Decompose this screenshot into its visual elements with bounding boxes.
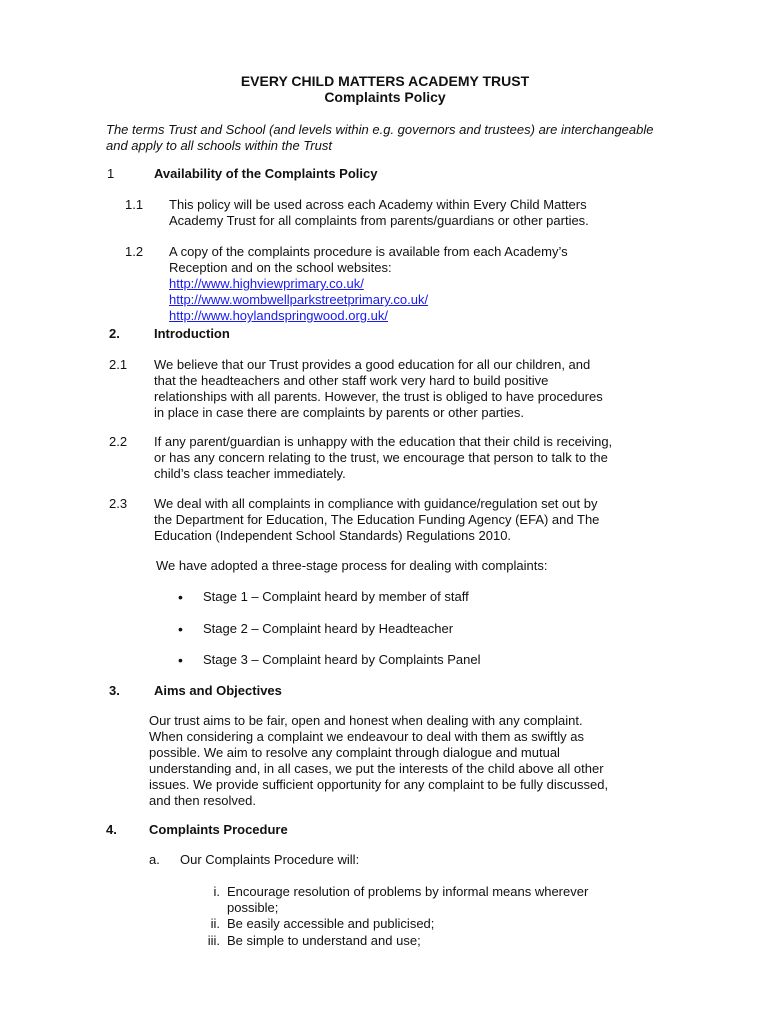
document-title: EVERY CHILD MATTERS ACADEMY TRUST xyxy=(240,73,530,89)
paragraph-number: 2.1 xyxy=(109,357,128,372)
stage-item: Stage 3 – Complaint heard by Complaints Panel xyxy=(203,652,481,667)
subitem-line: Be easily accessible and publicised; xyxy=(227,916,435,931)
roman-numeral: iii. xyxy=(207,933,220,948)
website-link-highview[interactable]: http://www.highviewprimary.co.uk/ xyxy=(169,276,364,291)
paragraph-line: Education (Independent School Standards) Regulations 2010. xyxy=(154,528,512,543)
document-subtitle: Complaints Policy xyxy=(324,89,446,105)
paragraph-line: understanding and, in all cases, we put the interests of the child above all other xyxy=(149,761,604,776)
stage-item: Stage 1 – Complaint heard by member of staff xyxy=(203,589,469,604)
paragraph-line: issues. We provide sufficient opportunity for any complaint to be fully discussed, xyxy=(149,777,609,792)
paragraph-line: Academy Trust for all complaints from parents/guardians or other parties. xyxy=(169,213,589,228)
paragraph-2-1 xyxy=(154,357,603,421)
section-heading: Availability of the Complaints Policy xyxy=(154,166,378,181)
section-heading: Complaints Procedure xyxy=(149,822,288,837)
section-number: 3. xyxy=(109,683,120,698)
paragraph-number: 2.3 xyxy=(109,496,128,511)
paragraph-line: We believe that our Trust provides a good education for all our children, and xyxy=(154,357,591,372)
paragraph-line: Our trust aims to be fair, open and honest when dealing with any complaint. xyxy=(149,713,583,728)
paragraph-line: If any parent/guardian is unhappy with the education that their child is receiving, xyxy=(154,434,613,449)
paragraph-line: and then resolved. xyxy=(149,793,256,808)
paragraph-line: child’s class teacher immediately. xyxy=(154,466,346,481)
paragraph-line: This policy will be used across each Academy within Every Child Matters xyxy=(169,197,587,212)
item-text: Our Complaints Procedure will: xyxy=(180,852,360,867)
paragraph-2-3 xyxy=(154,496,599,544)
paragraph-line: that the headteachers and other staff work very hard to build positive xyxy=(154,373,549,388)
paragraph-line: When considering a complaint we endeavour to deal with them as swiftly as xyxy=(149,729,584,744)
subitem-line: Encourage resolution of problems by informal means wherever xyxy=(227,884,589,899)
paragraph-line: the Department for Education, The Education Funding Agency (EFA) and The xyxy=(154,512,600,527)
paragraph-line: We deal with all complaints in compliance with guidance/regulation set out by xyxy=(154,496,598,511)
section-number: 4. xyxy=(106,822,117,837)
paragraph-1-2 xyxy=(169,244,568,324)
paragraph-line: relationships with all parents. However, the trust is obliged to have procedures xyxy=(154,389,603,404)
paragraph-1-1 xyxy=(169,197,589,229)
bullet-glyph: • xyxy=(178,652,183,668)
intro-note-line: The terms Trust and School (and levels within e.g. governors and trustees) are interchangeable xyxy=(106,122,654,137)
website-link-wombwell[interactable]: http://www.wombwellparkstreetprimary.co.uk/ xyxy=(169,292,429,307)
stages-intro: We have adopted a three-stage process for dealing with complaints: xyxy=(156,558,548,573)
paragraph-2-2 xyxy=(154,434,612,482)
section-number: 2. xyxy=(109,326,120,341)
paragraph-line: in place in case there are complaints by parents or other parties. xyxy=(154,405,524,420)
intro-note xyxy=(106,122,654,154)
website-link-hoyland[interactable]: http://www.hoylandspringwood.org.uk/ xyxy=(169,308,388,323)
intro-note-line: and apply to all schools within the Trust xyxy=(106,138,332,153)
subitem xyxy=(227,884,588,916)
paragraph-number: 2.2 xyxy=(109,434,128,449)
aims-paragraph xyxy=(149,713,608,809)
paragraph-line: A copy of the complaints procedure is available from each Academy’s xyxy=(169,244,568,259)
item-letter: a. xyxy=(149,852,160,867)
section-number: 1 xyxy=(107,166,115,181)
bullet-glyph: • xyxy=(178,621,183,637)
subitem-line: Be simple to understand and use; xyxy=(227,933,421,948)
roman-numeral: ii. xyxy=(210,916,220,931)
subitem-line: possible; xyxy=(227,900,279,915)
section-heading: Introduction xyxy=(154,326,230,341)
paragraph-number: 1.1 xyxy=(125,197,144,212)
roman-numeral: i. xyxy=(213,884,220,899)
stage-item: Stage 2 – Complaint heard by Headteacher xyxy=(203,621,454,636)
section-heading: Aims and Objectives xyxy=(154,683,282,698)
paragraph-line: possible. We aim to resolve any complaint through dialogue and mutual xyxy=(149,745,560,760)
paragraph-line: or has any concern relating to the trust, we encourage that person to talk to the xyxy=(154,450,608,465)
bullet-glyph: • xyxy=(178,589,183,605)
paragraph-line: Reception and on the school websites: xyxy=(169,260,392,275)
paragraph-number: 1.2 xyxy=(125,244,144,259)
